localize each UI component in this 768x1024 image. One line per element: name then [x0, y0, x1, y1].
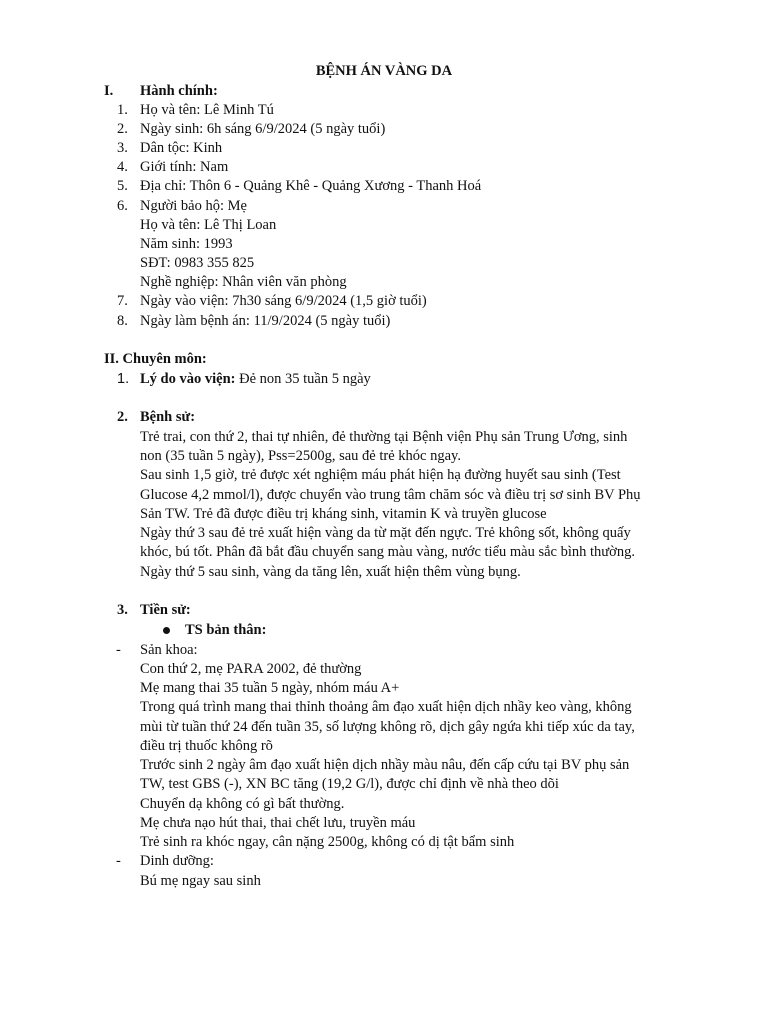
reason-label: Lý do vào viện:: [140, 371, 236, 387]
guardian-occupation: Nghề nghiệp: Nhân viên văn phòng: [140, 274, 347, 290]
obstetric-line: mùi từ tuần thứ 24 đến tuần 35, số lượng không rõ, dịch gây ngứa khi tiếp xúc da tay,: [140, 719, 635, 735]
history-line: Ngày thứ 3 sau đẻ trẻ xuất hiện vàng da từ mặt đến ngực. Trẻ không sốt, không quấy: [140, 525, 631, 541]
personal-history-label: TS bản thân:: [185, 622, 267, 638]
obstetric-line: điều trị thuốc không rõ: [140, 738, 273, 754]
item-number: 4.: [117, 159, 128, 175]
obstetric-line: Trong quá trình mang thai thỉnh thoảng âm đạo xuất hiện dịch nhầy keo vàng, không: [140, 699, 632, 715]
obstetric-line: Trẻ sinh ra khóc ngay, cân nặng 2500g, không có dị tật bẩm sinh: [140, 834, 515, 850]
nutrition-label: Dinh dưỡng:: [140, 853, 214, 869]
history-line: Sản TW. Trẻ đã được điều trị kháng sinh, vitamin K và truyền glucose: [140, 506, 547, 522]
item-number: 1.: [117, 102, 128, 118]
obstetric-line: Con thứ 2, mẹ PARA 2002, đẻ thường: [140, 661, 362, 677]
item-number: 2.: [117, 409, 128, 425]
item-gender: Giới tính: Nam: [140, 159, 229, 175]
guardian-phone: SĐT: 0983 355 825: [140, 255, 255, 271]
history-line: Sau sinh 1,5 giờ, trẻ được xét nghiệm máu phát hiện hạ đường huyết sau sinh (Test: [140, 467, 621, 483]
dash-marker: -: [116, 642, 121, 658]
item-record-date: Ngày làm bệnh án: 11/9/2024 (5 ngày tuổi): [140, 313, 391, 329]
item-name: Họ và tên: Lê Minh Tú: [140, 102, 274, 118]
history-label: Bệnh sử:: [140, 409, 196, 425]
obstetric-line: Trước sinh 2 ngày âm đạo xuất hiện dịch nhầy màu nâu, đến cấp cứu tại BV phụ sản: [140, 757, 630, 773]
item-address: Địa chỉ: Thôn 6 - Quảng Khê - Quảng Xương - Thanh Hoá: [140, 178, 482, 194]
past-history-label: Tiền sử:: [140, 602, 191, 618]
item-number: 8.: [117, 313, 128, 329]
item-ethnicity: Dân tộc: Kinh: [140, 140, 223, 156]
item-number: 3.: [117, 602, 128, 618]
history-line: Ngày thứ 5 sau sinh, vàng da tăng lên, xuất hiện thêm vùng bụng.: [140, 564, 521, 580]
section-1-heading: Hành chính:: [140, 83, 218, 99]
item-number: 6.: [117, 198, 128, 214]
item-number: 3.: [117, 140, 128, 156]
item-number: 5.: [117, 178, 128, 194]
item-number: 2.: [117, 121, 128, 137]
item-guardian: Người bảo hộ: Mẹ: [140, 198, 247, 214]
item-number: 7.: [117, 293, 128, 309]
item-admission-date: Ngày vào viện: 7h30 sáng 6/9/2024 (1,5 giờ tuổi): [140, 293, 427, 309]
nutrition-line: Bú mẹ ngay sau sinh: [140, 873, 261, 889]
bullet-icon: [163, 627, 170, 634]
dash-marker: -: [116, 853, 121, 869]
history-line: Glucose 4,2 mmol/l), được chuyển vào trung tâm chăm sóc và điều trị sơ sinh BV Phụ: [140, 487, 641, 503]
guardian-birthyear: Năm sinh: 1993: [140, 236, 233, 252]
item-number: 1.: [117, 371, 130, 387]
history-line: khóc, bú tốt. Phân đã bắt đầu chuyển sang màu vàng, nước tiểu màu sắc bình thường.: [140, 544, 635, 560]
obstetric-line: Chuyển dạ không có gì bất thường.: [140, 796, 345, 812]
history-line: Trẻ trai, con thứ 2, thai tự nhiên, đẻ thường tại Bệnh viện Phụ sản Trung Ương, sinh: [140, 429, 628, 445]
reason-for-admission: [140, 370, 371, 389]
obstetric-label: Sản khoa:: [140, 642, 198, 658]
guardian-name: Họ và tên: Lê Thị Loan: [140, 217, 277, 233]
section-1-number: I.: [104, 83, 114, 99]
obstetric-line: Mẹ chưa nạo hút thai, thai chết lưu, truyền máu: [140, 815, 416, 831]
obstetric-line: Mẹ mang thai 35 tuần 5 ngày, nhóm máu A+: [140, 680, 400, 696]
obstetric-line: TW, test GBS (-), XN BC tăng (19,2 G/l), được chỉ định về nhà theo dõi: [140, 776, 559, 792]
document-title: BỆNH ÁN VÀNG DA: [315, 63, 453, 79]
history-line: non (35 tuần 5 ngày), Pss=2500g, sau đẻ trẻ khóc ngay.: [140, 448, 461, 464]
item-birthdate: Ngày sinh: 6h sáng 6/9/2024 (5 ngày tuổi): [140, 121, 386, 137]
reason-text: Đẻ non 35 tuần 5 ngày: [235, 371, 371, 387]
section-2-heading: II. Chuyên môn:: [104, 351, 207, 367]
